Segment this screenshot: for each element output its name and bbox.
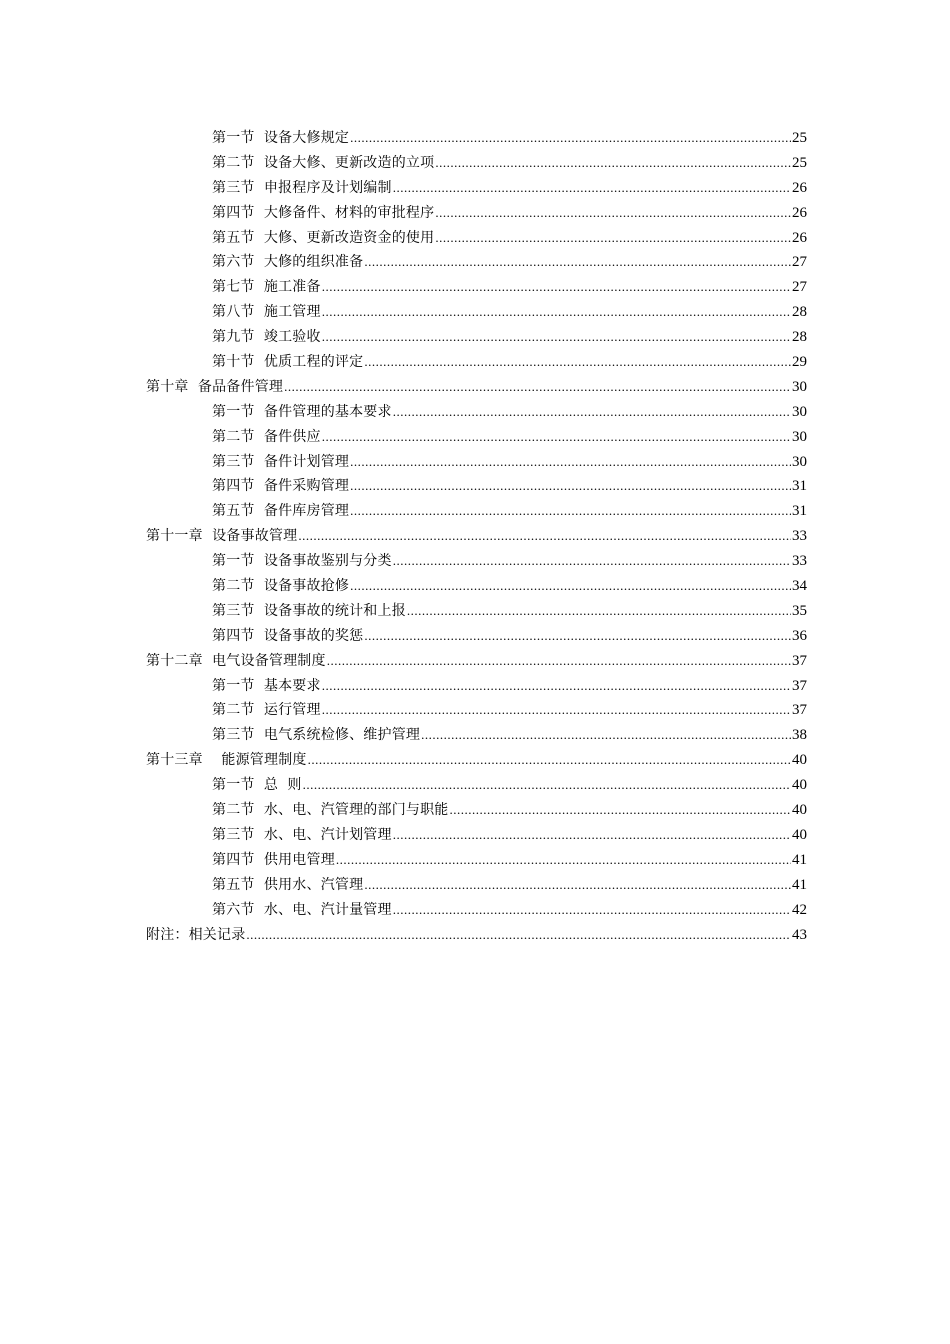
toc-dot-leader bbox=[393, 823, 791, 848]
toc-dot-leader bbox=[322, 674, 791, 699]
toc-entry-title: 第一节 设备事故鉴别与分类 bbox=[212, 553, 392, 570]
toc-entry-title: 第十三章 能源管理制度 bbox=[146, 752, 307, 769]
toc-section-entry[interactable] bbox=[146, 898, 807, 923]
toc-section-entry[interactable] bbox=[146, 773, 807, 798]
toc-page-number: 41 bbox=[792, 876, 807, 893]
toc-entry-title: 附注：相关记录 bbox=[146, 926, 246, 943]
toc-page-number: 27 bbox=[792, 254, 807, 271]
toc-page-number: 33 bbox=[792, 528, 807, 545]
toc-entry-title: 第五节 供用水、汽管理 bbox=[212, 876, 364, 893]
toc-page-number: 26 bbox=[792, 204, 807, 221]
toc-page-number: 31 bbox=[792, 478, 807, 495]
toc-section-entry[interactable] bbox=[146, 350, 807, 375]
toc-section-entry[interactable] bbox=[146, 450, 807, 475]
toc-entry-title: 第八节 施工管理 bbox=[212, 304, 321, 321]
toc-section-entry[interactable] bbox=[146, 151, 807, 176]
toc-entry-title: 第二节 备件供应 bbox=[212, 428, 321, 445]
toc-dot-leader bbox=[322, 275, 791, 300]
toc-entry-title: 第三节 电气系统检修、维护管理 bbox=[212, 727, 421, 744]
toc-entry-title: 第二节 运行管理 bbox=[212, 702, 321, 719]
toc-section-entry[interactable] bbox=[146, 823, 807, 848]
toc-dot-leader bbox=[303, 773, 791, 798]
toc-page-number: 28 bbox=[792, 329, 807, 346]
toc-page-number: 30 bbox=[792, 403, 807, 420]
table-of-contents bbox=[146, 126, 807, 947]
toc-dot-leader bbox=[393, 176, 791, 201]
toc-dot-leader bbox=[298, 524, 791, 549]
toc-section-entry[interactable] bbox=[146, 599, 807, 624]
toc-page-number: 25 bbox=[792, 154, 807, 171]
toc-entry-title: 第二节 设备事故抢修 bbox=[212, 578, 350, 595]
toc-section-entry[interactable] bbox=[146, 848, 807, 873]
toc-dot-leader bbox=[435, 151, 791, 176]
toc-dot-leader bbox=[327, 649, 791, 674]
toc-dot-leader bbox=[364, 250, 791, 275]
toc-page-number: 29 bbox=[792, 354, 807, 371]
toc-section-entry[interactable] bbox=[146, 425, 807, 450]
toc-dot-leader bbox=[350, 499, 791, 524]
toc-page-number: 35 bbox=[792, 602, 807, 619]
toc-dot-leader bbox=[393, 400, 791, 425]
toc-dot-leader bbox=[364, 350, 791, 375]
toc-entry-title: 第二节 水、电、汽管理的部门与职能 bbox=[212, 802, 449, 819]
toc-section-entry[interactable] bbox=[146, 873, 807, 898]
toc-section-entry[interactable] bbox=[146, 400, 807, 425]
toc-dot-leader bbox=[322, 300, 791, 325]
toc-section-entry[interactable] bbox=[146, 698, 807, 723]
toc-section-entry[interactable] bbox=[146, 624, 807, 649]
toc-entry-title: 第六节 大修的组织准备 bbox=[212, 254, 364, 271]
toc-chapter-entry[interactable] bbox=[146, 649, 807, 674]
toc-dot-leader bbox=[308, 748, 791, 773]
toc-chapter-entry[interactable] bbox=[146, 748, 807, 773]
toc-entry-title: 第四节 备件采购管理 bbox=[212, 478, 350, 495]
toc-section-entry[interactable] bbox=[146, 798, 807, 823]
toc-page-number: 27 bbox=[792, 279, 807, 296]
toc-dot-leader bbox=[407, 599, 791, 624]
toc-section-entry[interactable] bbox=[146, 250, 807, 275]
toc-section-entry[interactable] bbox=[146, 300, 807, 325]
toc-page-number: 26 bbox=[792, 229, 807, 246]
toc-page-number: 28 bbox=[792, 304, 807, 321]
toc-dot-leader bbox=[350, 450, 791, 475]
toc-entry-title: 第一节 设备大修规定 bbox=[212, 130, 350, 146]
toc-section-entry[interactable] bbox=[146, 176, 807, 201]
toc-page-number: 36 bbox=[792, 627, 807, 644]
toc-dot-leader bbox=[364, 873, 791, 898]
toc-section-entry[interactable] bbox=[146, 474, 807, 499]
toc-dot-leader bbox=[393, 898, 791, 923]
toc-dot-leader bbox=[246, 923, 791, 948]
toc-entry-title: 第一节 备件管理的基本要求 bbox=[212, 403, 392, 420]
toc-entry-title: 第三节 备件计划管理 bbox=[212, 453, 350, 470]
toc-chapter-entry[interactable] bbox=[146, 923, 807, 948]
toc-dot-leader bbox=[364, 624, 791, 649]
toc-entry-title: 第四节 供用电管理 bbox=[212, 851, 335, 868]
toc-entry-title: 第十章 备品备件管理 bbox=[146, 378, 284, 395]
toc-entry-title: 第十节 优质工程的评定 bbox=[212, 354, 364, 371]
toc-page-number: 30 bbox=[792, 453, 807, 470]
toc-page-number: 34 bbox=[792, 578, 807, 595]
toc-section-entry[interactable] bbox=[146, 549, 807, 574]
toc-section-entry[interactable] bbox=[146, 126, 807, 151]
toc-chapter-entry[interactable] bbox=[146, 375, 807, 400]
toc-page-number: 30 bbox=[792, 378, 807, 395]
toc-dot-leader bbox=[350, 126, 791, 151]
toc-dot-leader bbox=[421, 723, 791, 748]
toc-dot-leader bbox=[350, 474, 791, 499]
toc-section-entry[interactable] bbox=[146, 574, 807, 599]
toc-chapter-entry[interactable] bbox=[146, 524, 807, 549]
toc-page-number: 37 bbox=[792, 677, 807, 694]
toc-entry-title: 第九节 竣工验收 bbox=[212, 329, 321, 346]
toc-entry-title: 第四节 大修备件、材料的审批程序 bbox=[212, 204, 435, 221]
toc-page-number: 37 bbox=[792, 652, 807, 669]
toc-page-number: 25 bbox=[792, 130, 807, 146]
toc-dot-leader bbox=[435, 201, 791, 226]
toc-section-entry[interactable] bbox=[146, 499, 807, 524]
toc-page-number: 42 bbox=[792, 901, 807, 918]
toc-page-number: 40 bbox=[792, 826, 807, 843]
toc-page-number: 37 bbox=[792, 702, 807, 719]
toc-page-number: 33 bbox=[792, 553, 807, 570]
toc-entry-title: 第五节 备件库房管理 bbox=[212, 503, 350, 520]
toc-dot-leader bbox=[322, 698, 791, 723]
toc-entry-title: 第五节 大修、更新改造资金的使用 bbox=[212, 229, 435, 246]
toc-page-number: 31 bbox=[792, 503, 807, 520]
toc-dot-leader bbox=[322, 425, 791, 450]
toc-page-number: 30 bbox=[792, 428, 807, 445]
toc-entry-title: 第三节 设备事故的统计和上报 bbox=[212, 602, 406, 619]
toc-entry-title: 第二节 设备大修、更新改造的立项 bbox=[212, 154, 435, 171]
toc-entry-title: 第三节 申报程序及计划编制 bbox=[212, 179, 392, 196]
toc-entry-title: 第七节 施工准备 bbox=[212, 279, 321, 296]
toc-dot-leader bbox=[336, 848, 791, 873]
toc-section-entry[interactable] bbox=[146, 226, 807, 251]
toc-dot-leader bbox=[450, 798, 792, 823]
toc-entry-title: 第十二章 电气设备管理制度 bbox=[146, 652, 326, 669]
toc-page-number: 43 bbox=[792, 926, 807, 943]
toc-dot-leader bbox=[322, 325, 791, 350]
toc-dot-leader bbox=[393, 549, 791, 574]
toc-entry-title: 第六节 水、电、汽计量管理 bbox=[212, 901, 392, 918]
toc-section-entry[interactable] bbox=[146, 674, 807, 699]
toc-section-entry[interactable] bbox=[146, 325, 807, 350]
toc-entry-title: 第三节 水、电、汽计划管理 bbox=[212, 826, 392, 843]
toc-entry-title: 第四节 设备事故的奖惩 bbox=[212, 627, 364, 644]
toc-section-entry[interactable] bbox=[146, 275, 807, 300]
toc-section-entry[interactable] bbox=[146, 723, 807, 748]
toc-dot-leader bbox=[350, 574, 791, 599]
toc-entry-title: 第一节 基本要求 bbox=[212, 677, 321, 694]
toc-entry-title: 第十一章 设备事故管理 bbox=[146, 528, 298, 545]
toc-dot-leader bbox=[435, 226, 791, 251]
toc-page-number: 40 bbox=[792, 752, 807, 769]
toc-page-number: 26 bbox=[792, 179, 807, 196]
toc-section-entry[interactable] bbox=[146, 201, 807, 226]
toc-page-number: 40 bbox=[792, 802, 807, 819]
toc-entry-title: 第一节 总 则 bbox=[212, 777, 302, 794]
toc-page-number: 38 bbox=[792, 727, 807, 744]
toc-page-number: 41 bbox=[792, 851, 807, 868]
toc-dot-leader bbox=[284, 375, 791, 400]
toc-page-number: 40 bbox=[792, 777, 807, 794]
